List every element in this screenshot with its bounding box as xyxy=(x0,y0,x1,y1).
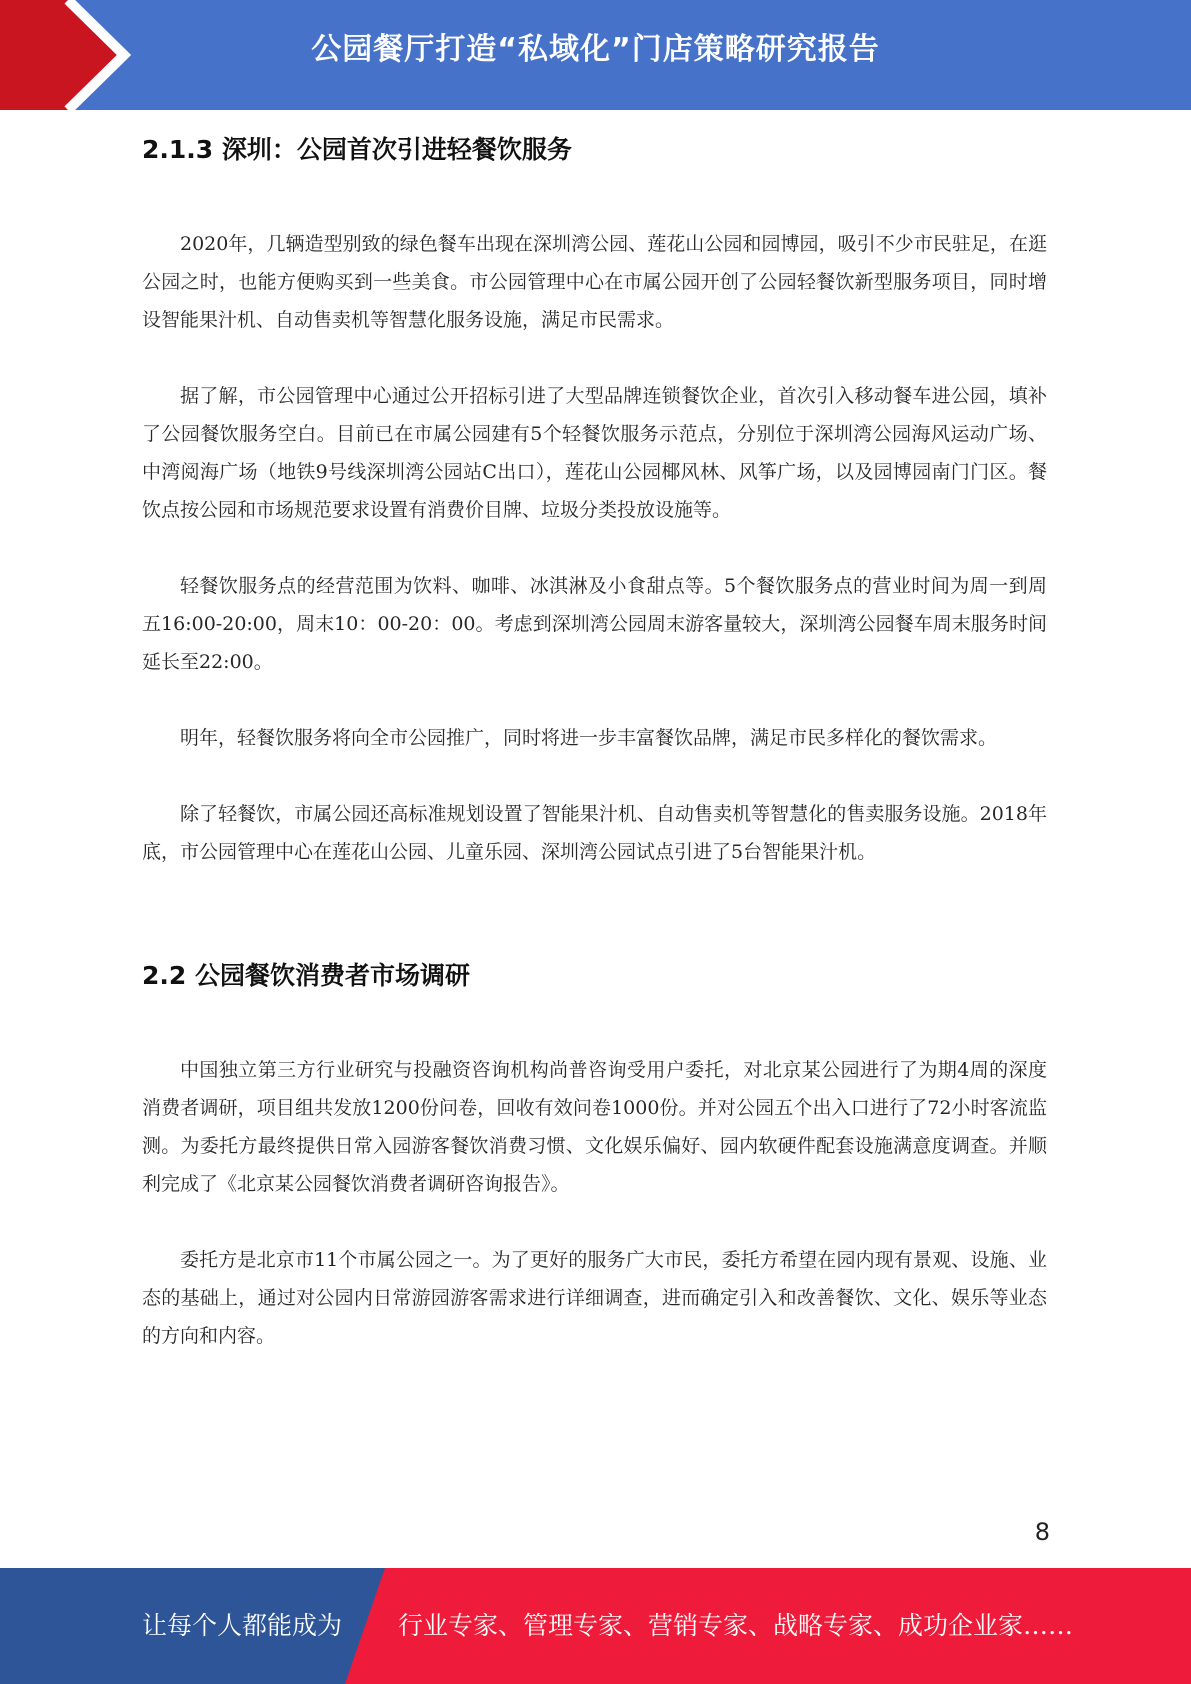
document-body xyxy=(142,120,1047,1355)
paragraph: 2020年，几辆造型别致的绿色餐车出现在深圳湾公园、莲花山公园和园博园，吸引不少市民驻足，在逛公园之时，也能方便购买到一些美食。市公园管理中心在市属公园开创了公园轻餐饮新型服务项目，同时增设智能果汁机、自动售卖机等智慧化服务设施，满足市民需求。 xyxy=(142,233,1047,331)
page-footer xyxy=(0,1568,1191,1684)
paragraph: 据了解，市公园管理中心通过公开招标引进了大型品牌连锁餐饮企业，首次引入移动餐车进公园，填补了公园餐饮服务空白。目前已在市属公园建有5个轻餐饮服务示范点，分别位于深圳湾公园海风运动广场、中湾阅海广场（地铁9号线深圳湾公园站C出口），莲花山公园椰风林、风筝广场，以及园博园南门门区。餐饮点按公园和市场规范要求设置有消费价目牌、垃圾分类投放设施等。 xyxy=(142,385,1047,521)
page-number: 8 xyxy=(1034,1518,1050,1546)
page-header xyxy=(0,0,1191,110)
paragraph: 除了轻餐饮，市属公园还高标准规划设置了智能果汁机、自动售卖机等智慧化的售卖服务设施。2018年底，市公园管理中心在莲花山公园、儿童乐园、深圳湾公园试点引进了5台智能果汁机。 xyxy=(142,803,1047,863)
footer-slogan-right: 行业专家、管理专家、营销专家、战略专家、成功企业家…… xyxy=(398,1611,1074,1640)
report-title: 公园餐厅打造“私域化”门店策略研究报告 xyxy=(311,32,880,67)
section-heading-2-2: 2.2 公园餐饮消费者市场调研 xyxy=(142,961,470,990)
section-heading-2-1-3: 2.1.3 深圳：公园首次引进轻餐饮服务 xyxy=(142,135,572,164)
paragraph: 明年，轻餐饮服务将向全市公园推广，同时将进一步丰富餐饮品牌，满足市民多样化的餐饮需求。 xyxy=(180,727,998,749)
footer-slogan-left: 让每个人都能成为 xyxy=(142,1611,343,1640)
paragraph: 中国独立第三方行业研究与投融资咨询机构尚普咨询受用户委托，对北京某公园进行了为期4周的深度消费者调研，项目组共发放1200份问卷，回收有效问卷1000份。并对公园五个出入口进行了72小时客流监测。为委托方最终提供日常入园游客餐饮消费习惯、文化娱乐偏好、园内软硬件配套设施满意度调查。并顺利完成了《北京某公园餐饮消费者调研咨询报告》。 xyxy=(142,1059,1047,1195)
paragraph: 委托方是北京市11个市属公园之一。为了更好的服务广大市民，委托方希望在园内现有景观、设施、业态的基础上，通过对公园内日常游园游客需求进行详细调查，进而确定引入和改善餐饮、文化、娱乐等业态的方向和内容。 xyxy=(142,1249,1047,1347)
paragraph: 轻餐饮服务点的经营范围为饮料、咖啡、冰淇淋及小食甜点等。5个餐饮服务点的营业时间为周一到周五16:00-20:00，周末10：00-20：00。考虑到深圳湾公园周末游客量较大，深圳湾公园餐车周末服务时间延长至22:00。 xyxy=(142,575,1047,673)
